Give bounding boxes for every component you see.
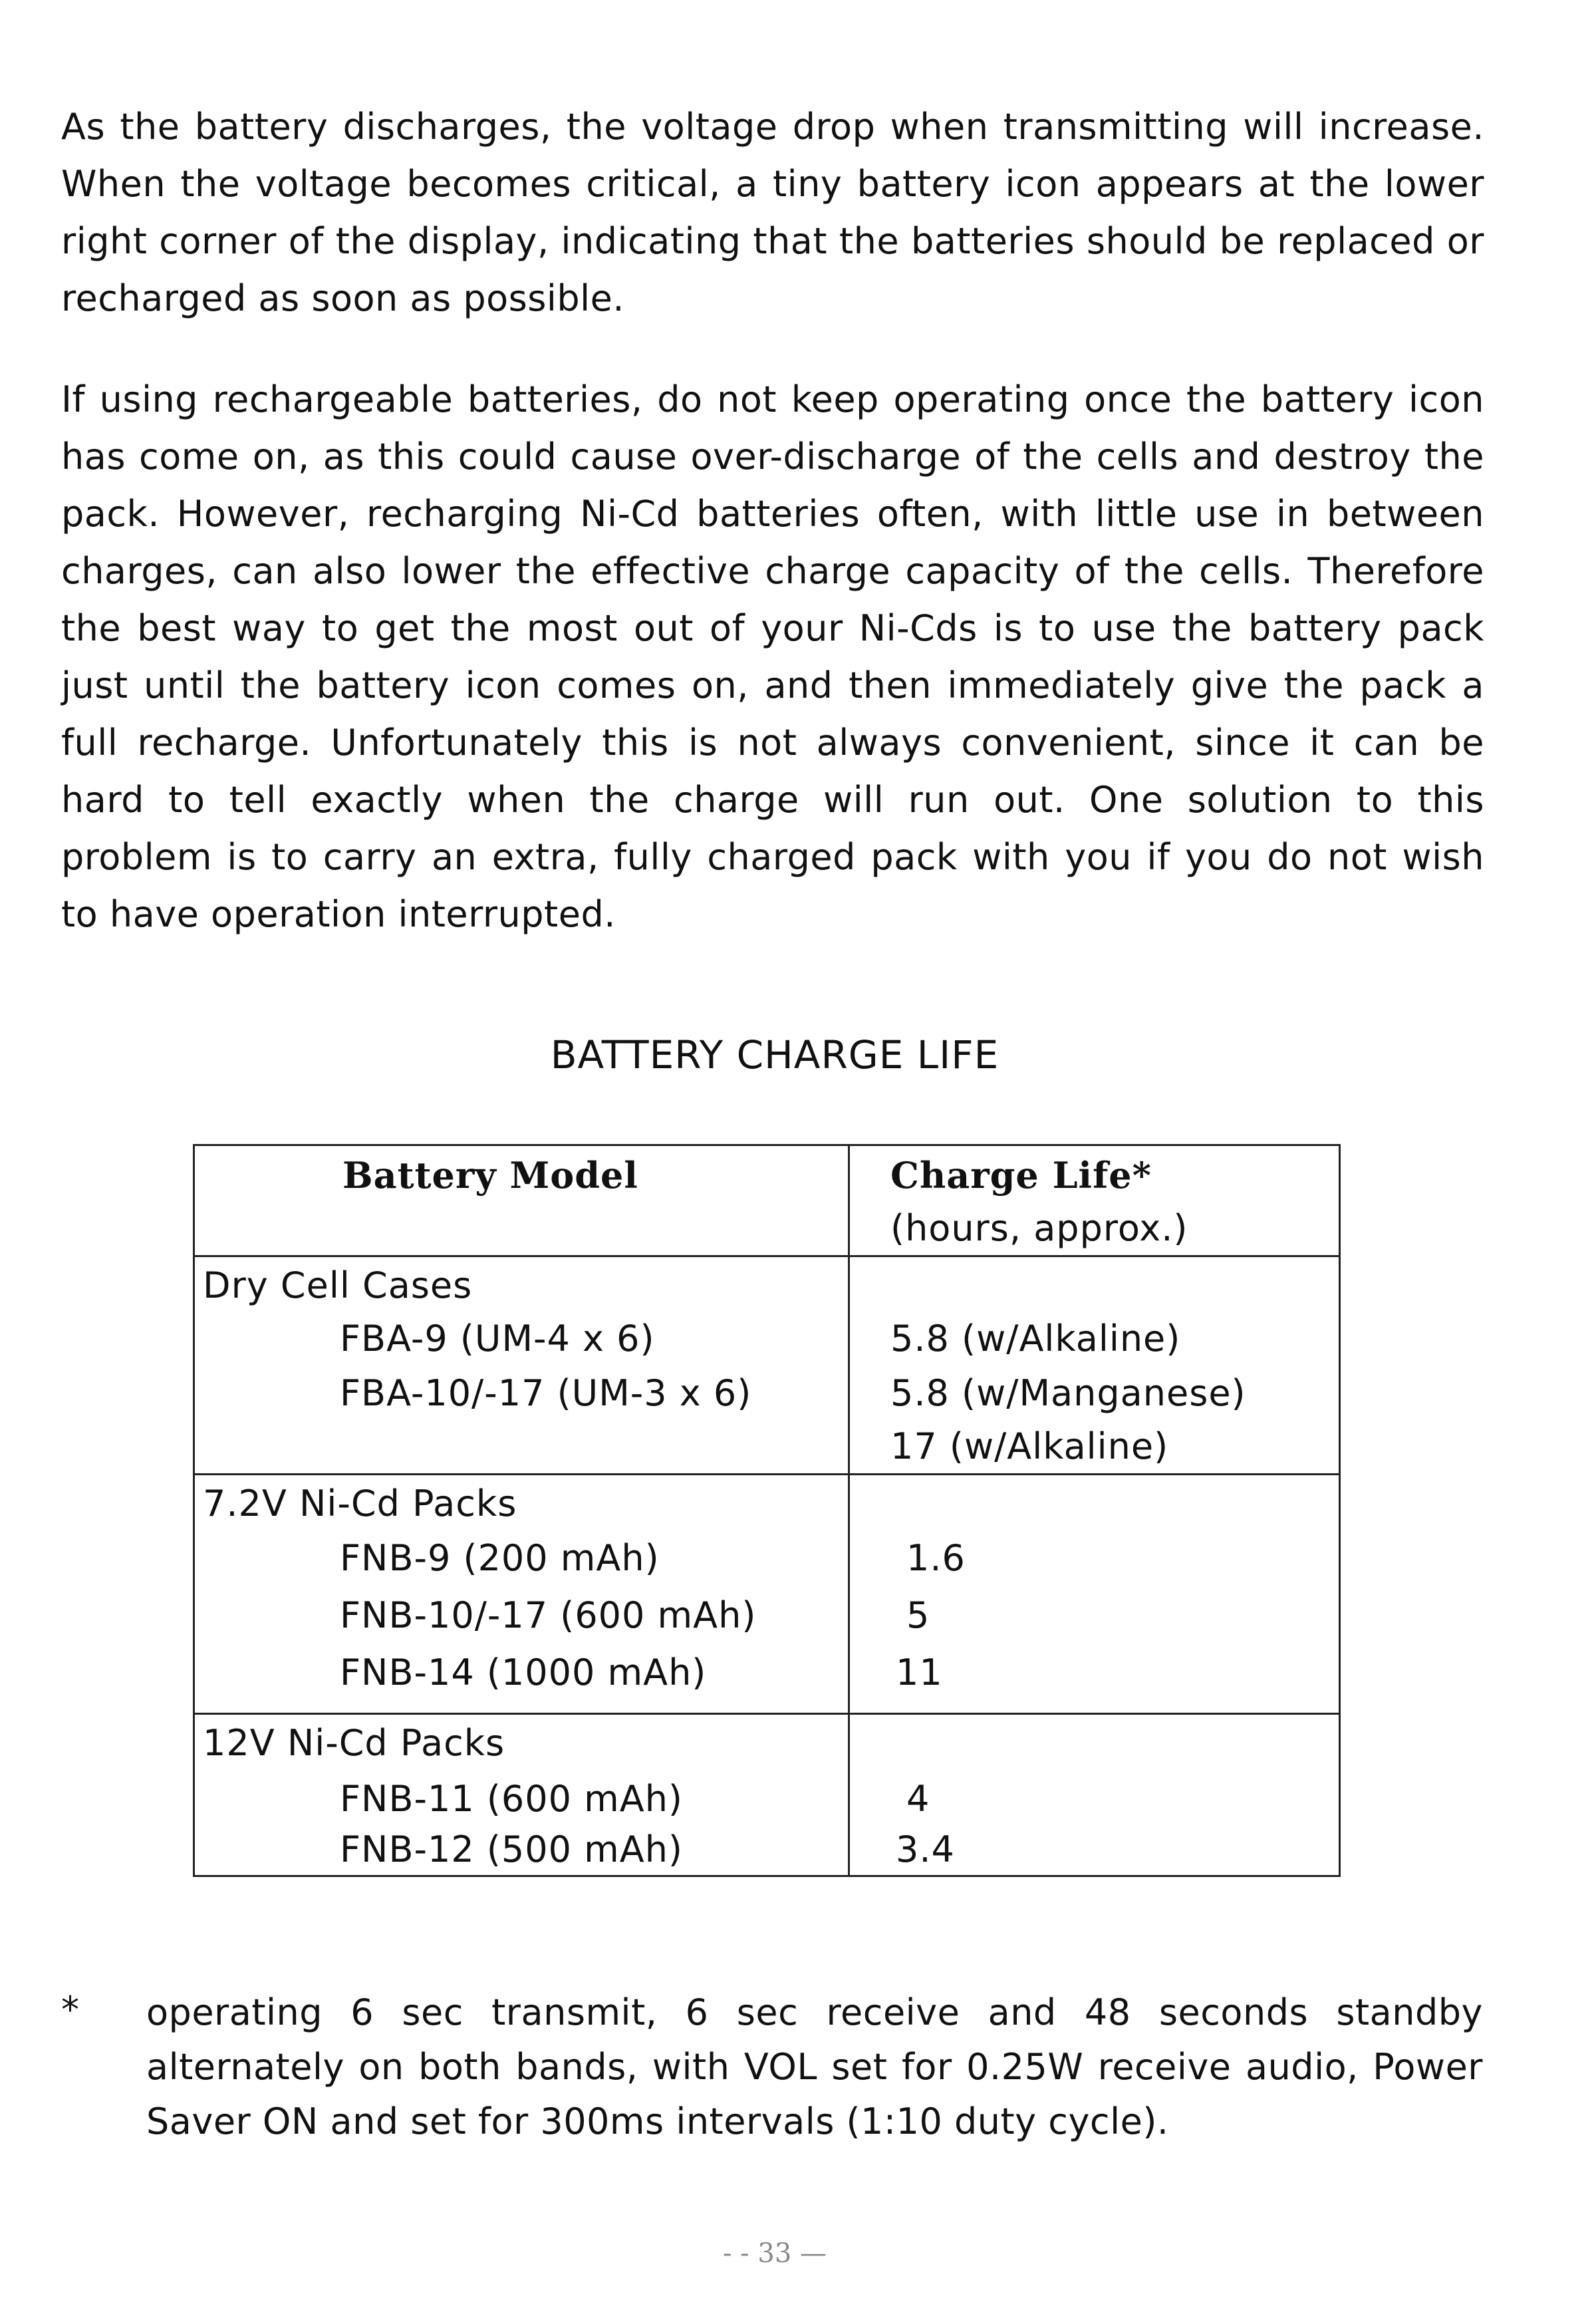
group-name: 7.2V Ni-Cd Packs: [203, 1483, 517, 1524]
header-charge-life-sub: (hours, approx.): [890, 1207, 1188, 1249]
row-life: 5: [906, 1594, 930, 1636]
row-divider: [195, 1255, 1339, 1257]
paragraph-rechargeable-advice: If using rechargeable batteries, do not keep operating once the battery icon has come on, as this could cause over-discharge of the cells and destroy the pack. However, recharging Ni-Cd batteries often, with little use in between charges, can also lower the effective charge capacity of the cells. Therefore the best way to get the most out of your Ni-Cds is to use the battery pack just until the battery icon comes on, and then immediately give the pack a full recharge. Unfortunately this is not always convenient, since it can be hard to tell exactly when the charge will run out. One solution to this problem is to carry an extra, fully charged pack with you if you do not wish to have operation interrupted.: [61, 378, 1484, 935]
footnote-asterisk: *: [61, 1989, 79, 2031]
row-life: 1.6: [906, 1537, 966, 1579]
row-model: FNB-14 (1000 mAh): [340, 1652, 707, 1693]
group-name: 12V Ni-Cd Packs: [203, 1722, 505, 1764]
row-life: 5.8 (w/Alkaline): [890, 1318, 1181, 1360]
row-life: 17 (w/Alkaline): [890, 1425, 1169, 1467]
row-divider: [195, 1473, 1339, 1475]
table-title: BATTERY CHARGE LIFE: [550, 1032, 999, 1078]
row-model: FNB-11 (600 mAh): [340, 1778, 684, 1820]
battery-charge-life-table: [193, 1144, 1341, 1877]
row-life: 11: [896, 1652, 943, 1693]
group-name: Dry Cell Cases: [203, 1264, 473, 1306]
page-number: - - 33 —: [722, 2238, 827, 2269]
row-model: FBA-10/-17 (UM-3 x 6): [340, 1372, 752, 1414]
row-model: FNB-10/-17 (600 mAh): [340, 1594, 757, 1636]
footnote-text: operating 6 sec transmit, 6 sec receive and 48 seconds standby alternately on both bands, with VOL set for 0.25W receive audio, Power Saver ON and set for 300ms intervals (1:10 duty cycle).: [146, 1991, 1483, 2142]
row-model: FNB-12 (500 mAh): [340, 1828, 684, 1870]
header-charge-life: Charge Life*: [890, 1154, 1152, 1197]
header-battery-model: Battery Model: [342, 1154, 638, 1197]
row-model: FBA-9 (UM-4 x 6): [340, 1318, 655, 1360]
row-model: FNB-9 (200 mAh): [340, 1537, 660, 1579]
row-life: 4: [906, 1778, 930, 1820]
row-divider: [195, 1713, 1339, 1715]
row-life: 3.4: [896, 1828, 955, 1870]
paragraph-battery-discharge: As the battery discharges, the voltage drop when transmitting will increase. When the voltage becomes critical, a tiny battery icon appears at the lower right corner of the display, indicating that the batteries should be replaced or recharged as soon as possible.: [61, 106, 1484, 319]
row-life: 5.8 (w/Manganese): [890, 1372, 1246, 1414]
